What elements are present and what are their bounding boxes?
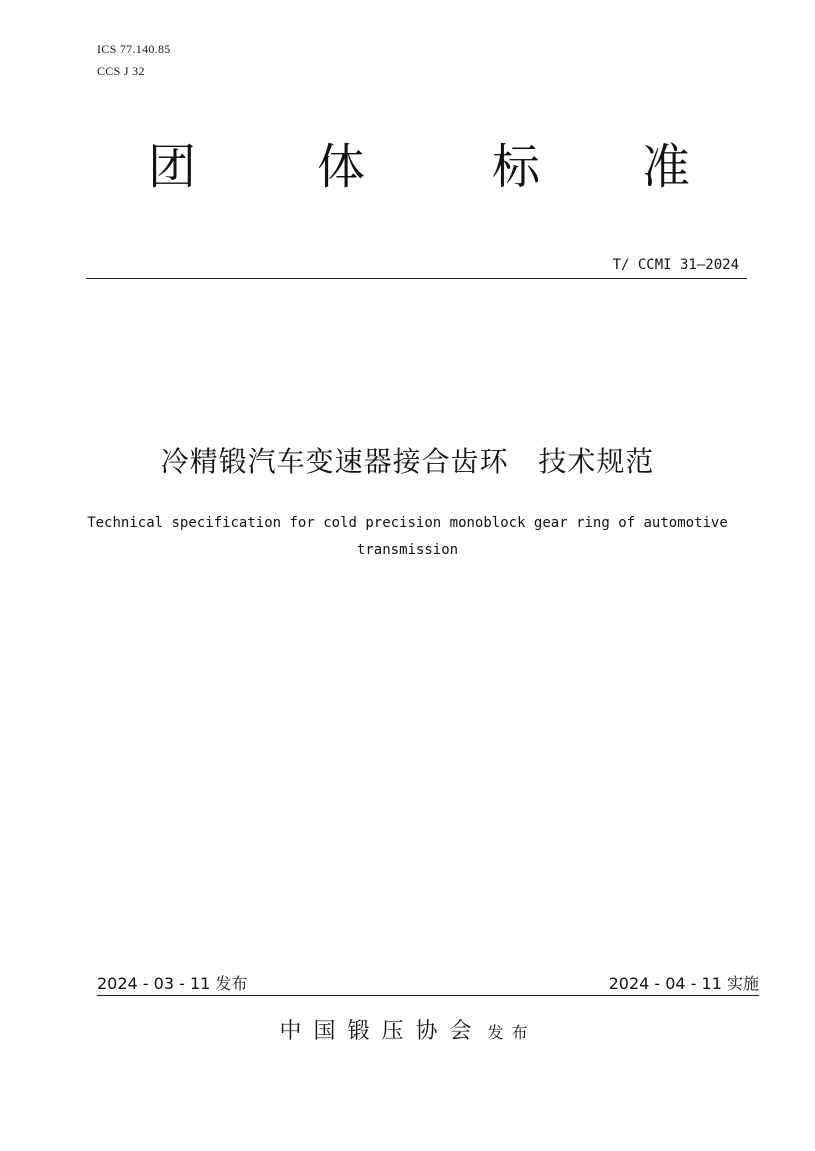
- footer-divider: [97, 995, 759, 996]
- ics-code: ICS 77.140.85: [97, 42, 171, 56]
- standard-number: T/ CCMI 31—2024: [612, 257, 739, 273]
- issue-date: 2024 - 03 - 11 发布: [97, 974, 248, 993]
- publisher-line: [0, 1014, 815, 1045]
- title-english: Technical specification for cold precision monoblock gear ring of automotive transmission: [87, 515, 728, 558]
- ccs-code: CCS J 32: [97, 64, 145, 78]
- standard-type-char-3: 标: [491, 139, 540, 195]
- standard-type-char-4: 准: [641, 139, 690, 195]
- standard-type-char-2: 体: [316, 139, 365, 195]
- standard-type-char-1: 团: [147, 139, 196, 195]
- implementation-date: 2024 - 04 - 11 实施: [608, 974, 759, 993]
- publisher-name: 中国锻压协会: [279, 1019, 484, 1044]
- title-chinese: 冷精锻汽车变速器接合齿环 技术规范: [160, 445, 655, 478]
- publisher-action: 发布: [487, 1023, 536, 1042]
- header-divider: [86, 278, 747, 279]
